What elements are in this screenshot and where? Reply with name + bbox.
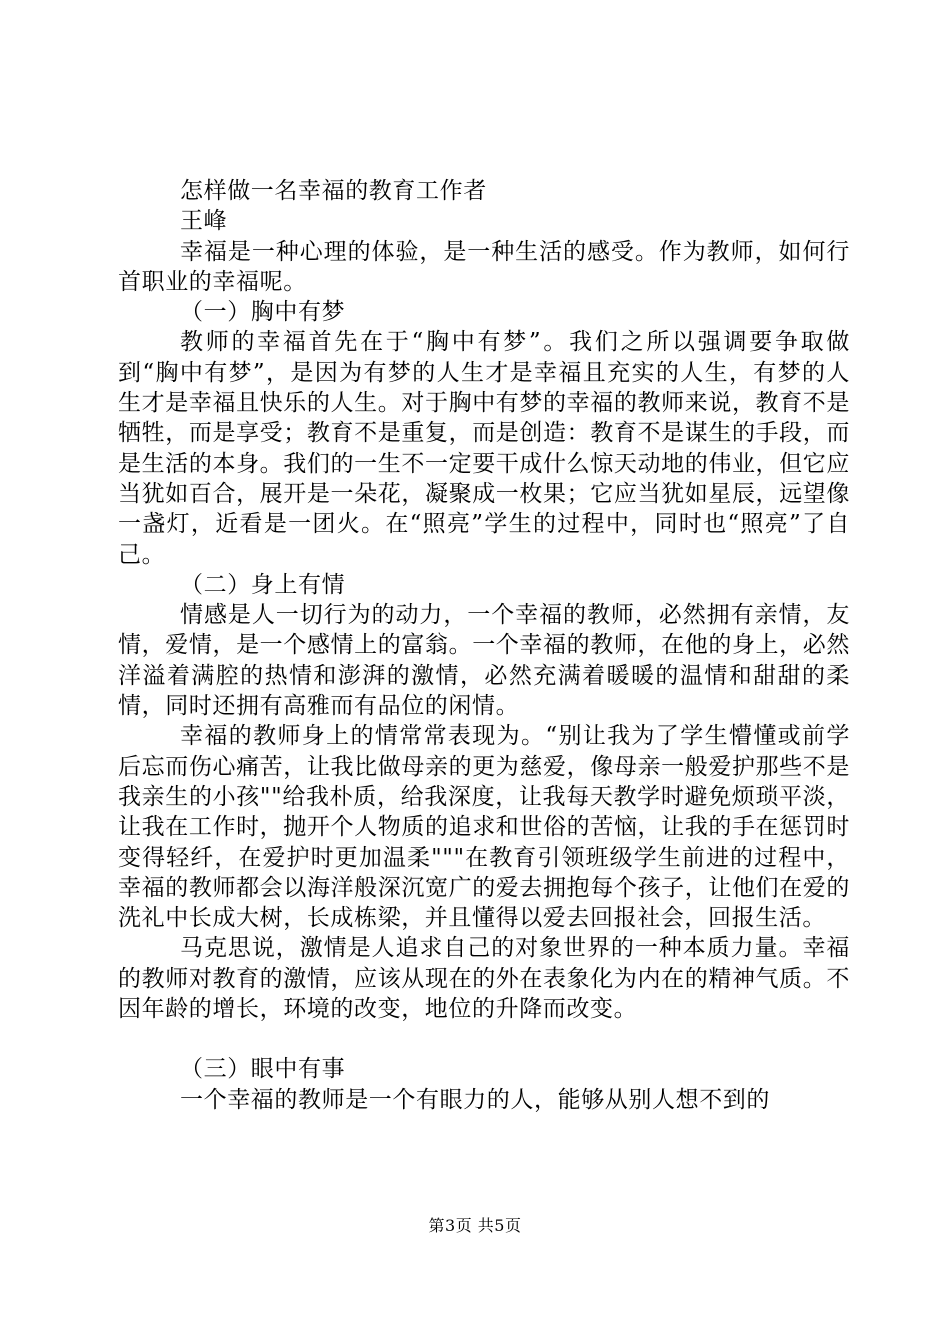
section-1-paragraph-1: 教师的幸福首先在于“胸中有梦”。我们之所以强调要争取做到“胸中有梦”，是因为有梦的人生才是幸福且充实的人生，有梦的人生才是幸福且快乐的人生。对于胸中有梦的幸福的教师来说，教育不是牺牲，而是享受；教育不是重复，而是创造：教育不是谋生的手段，而是生活的本身。我们的一生不一定要干成什么惊天动地的伟业，但它应当犹如百合，展开是一朵花，凝聚成一枚果；它应当犹如星辰，远望像一盏灯，近看是一团火。在“照亮”学生的过程中，同时也“照亮”了自己。	[118, 329, 850, 568]
document-body	[118, 176, 850, 1115]
document-title: 怎样做一名幸福的教育工作者	[180, 178, 487, 204]
document-author: 王峰	[180, 208, 228, 235]
section-heading-1: （一）胸中有梦	[180, 299, 346, 326]
section-heading-3: （三）眼中有事	[180, 1056, 346, 1083]
intro-paragraph: 幸福是一种心理的体验，是一种生活的感受。作为教师，如何行首职业的幸福呢。	[118, 238, 850, 295]
section-2-paragraph-3: 马克思说，激情是人追求自己的对象世界的一种本质力量。幸福的教师对教育的激情，应该从现在的外在表象化为内在的精神气质。不因年龄的增长，环境的改变，地位的升降而改变。	[118, 935, 850, 1023]
section-2-paragraph-1: 情感是人一切行为的动力，一个幸福的教师，必然拥有亲情，友情，爱情，是一个感情上的富翁。一个幸福的教师，在他的身上，必然洋溢着满腔的热情和澎湃的激情，必然充满着暖暖的温情和甜甜的柔情，同时还拥有高雅而有品位的闲情。	[118, 602, 850, 720]
page-number-footer: 第3页 共5页	[428, 1216, 522, 1235]
section-heading-2: （二）身上有情	[180, 571, 346, 598]
paragraph-spacer	[118, 1024, 850, 1054]
section-2-paragraph-2: 幸福的教师身上的情常常表现为。“别让我为了学生懵懂或前学后忘而伤心痛苦，让我比做母亲的更为慈爱，像母亲一般爱护那些不是我亲生的小孩""给我朴质，给我深度，让我每天教学时避免烦琐平淡，让我在工作时，抛开个人物质的追求和世俗的苦恼，让我的手在惩罚时变得轻纤，在爱护时更加温柔"""在教育引领班级学生前进的过程中，幸福的教师都会以海洋般深沉宽广的爱去拥抱每个孩子，让他们在爱的洗礼中长成大树，长成栋梁，并且懂得以爱去回报社会，回报生活。	[118, 723, 850, 932]
section-3-paragraph-1: 一个幸福的教师是一个有眼力的人，能够从别人想不到的	[180, 1086, 770, 1113]
